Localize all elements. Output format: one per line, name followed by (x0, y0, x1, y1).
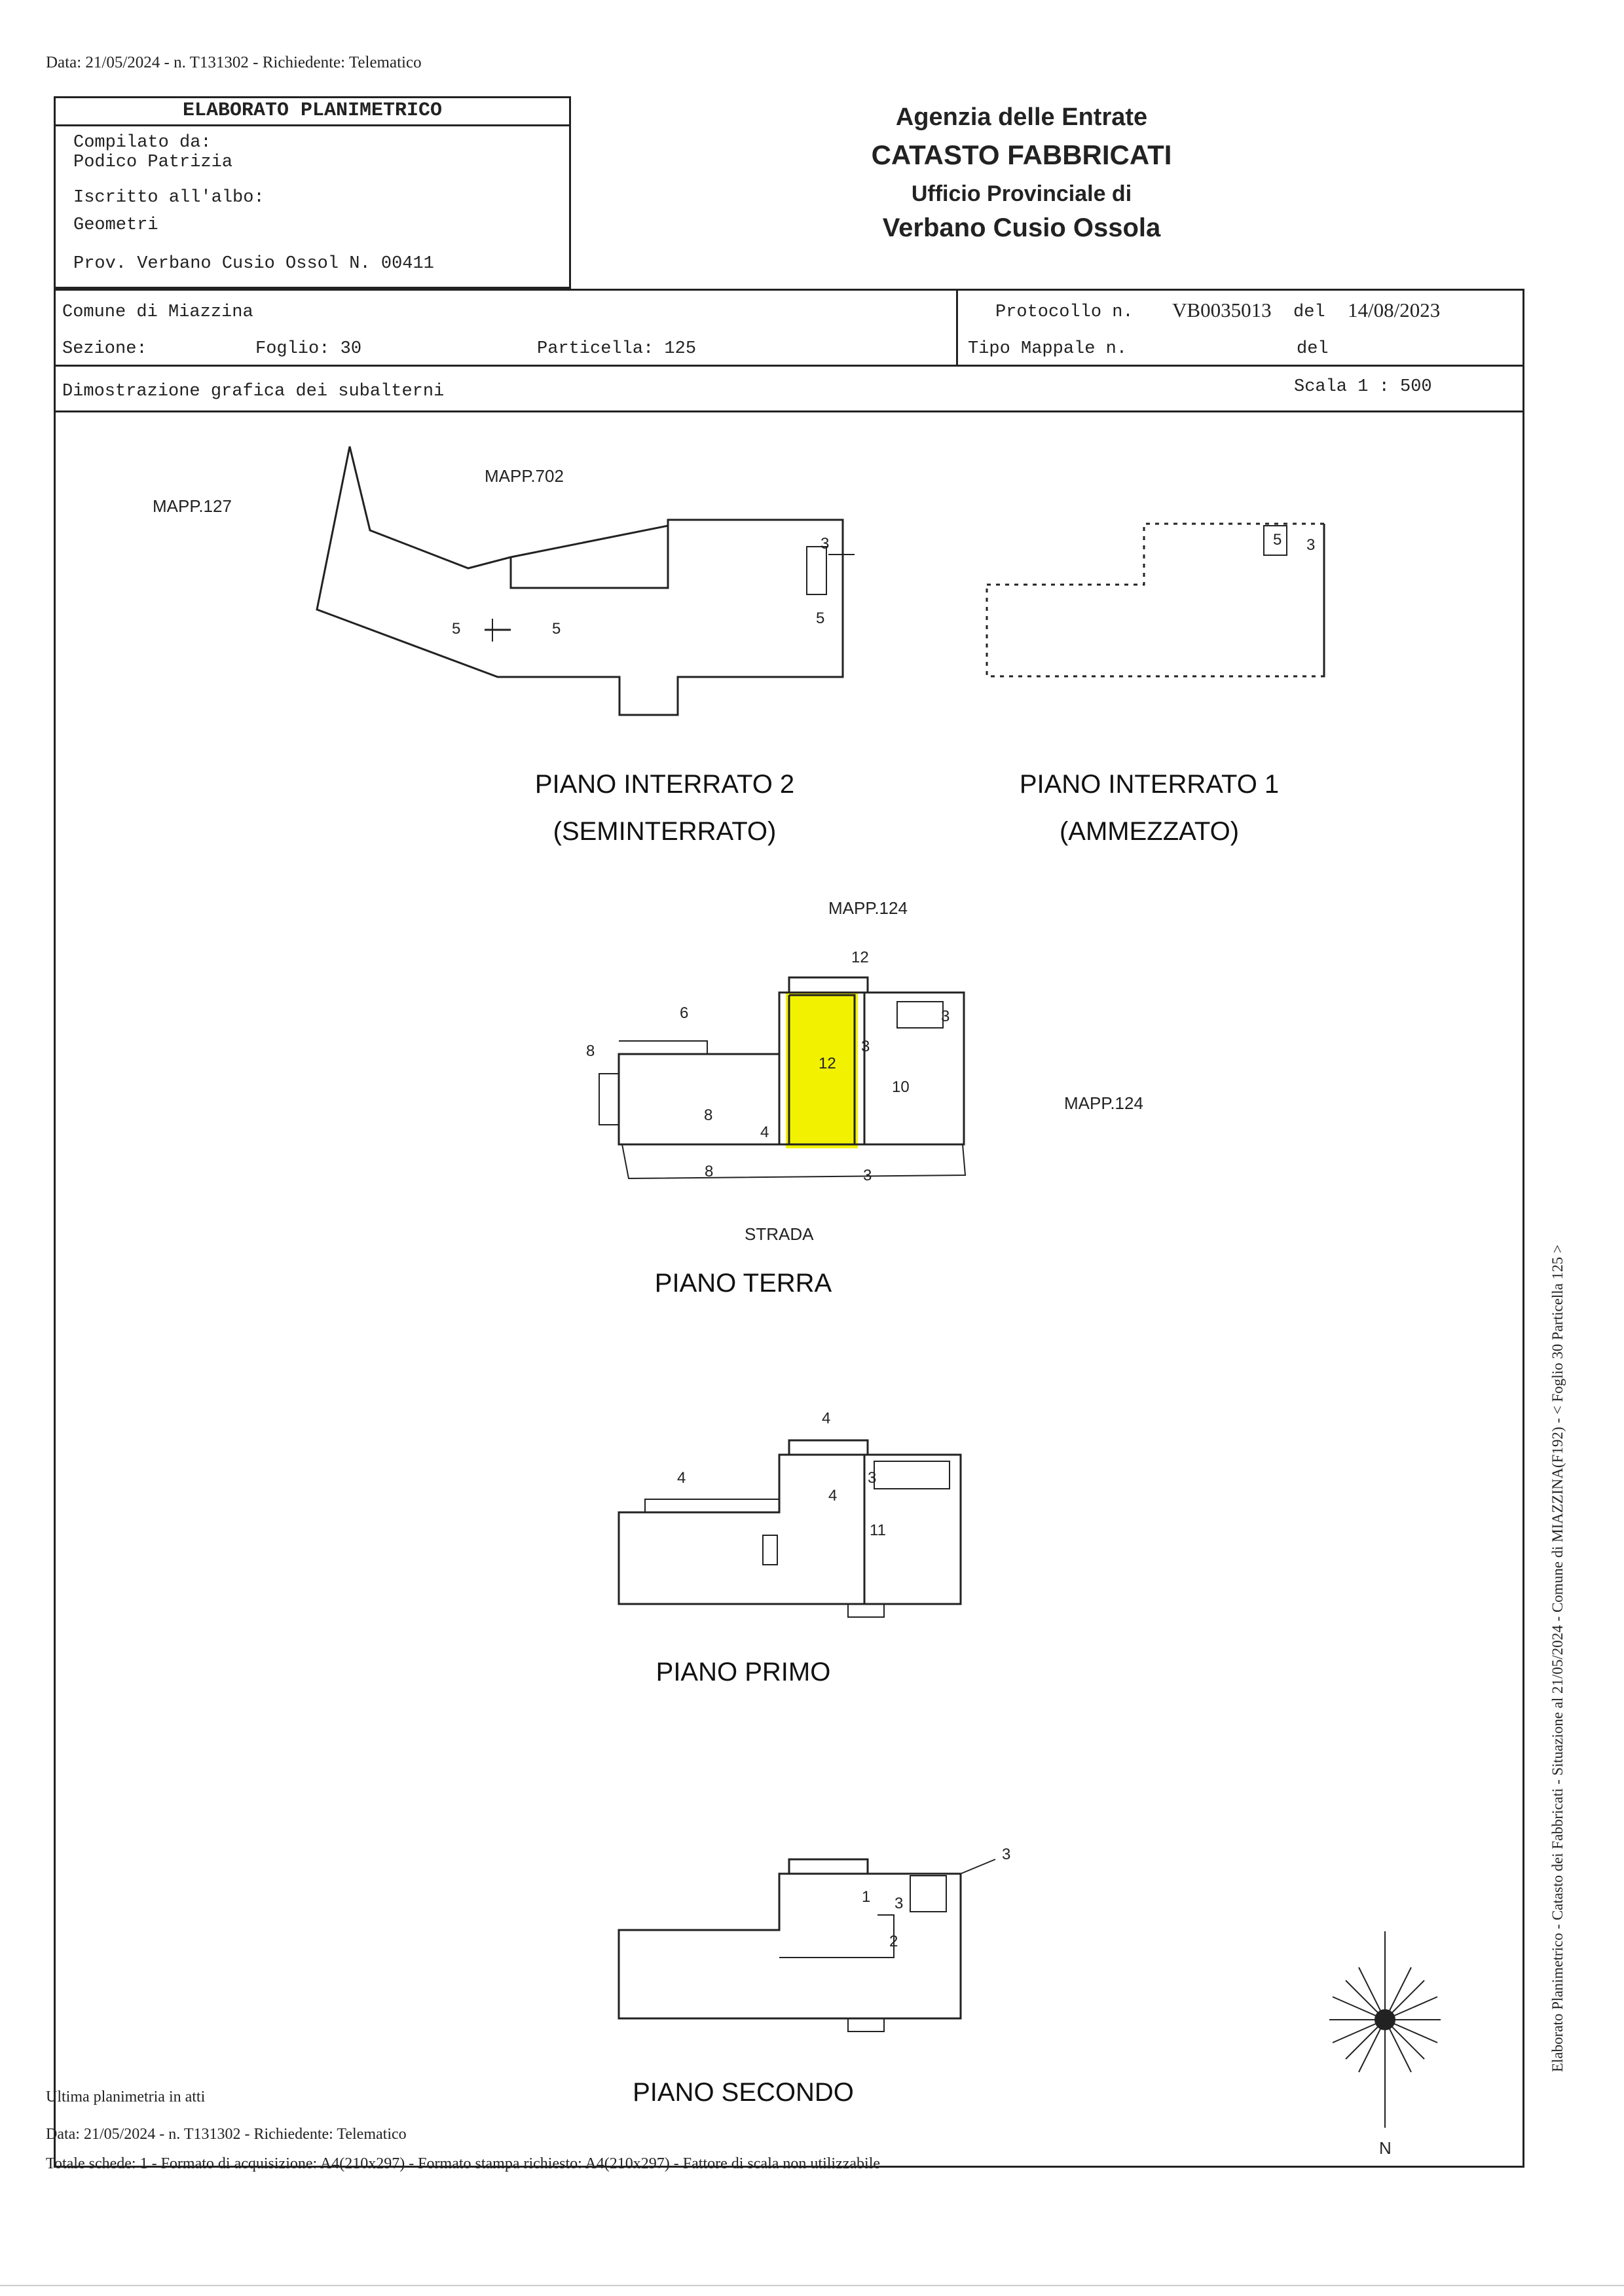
terra-label-3a: 3 (861, 1038, 870, 1055)
i2-label-5a: 5 (452, 620, 461, 638)
plan-interrato-2 (317, 446, 855, 715)
i2-label-5c: 5 (816, 610, 825, 627)
plan-primo (619, 1410, 961, 1617)
terra-label-8a: 8 (704, 1106, 713, 1124)
agency-line1: Agenzia delle Entrate (895, 103, 1148, 131)
comune: Comune di Miazzina (62, 302, 253, 322)
albo: Geometri (73, 215, 158, 235)
secondo-label-3: 3 (895, 1895, 904, 1912)
protocollo-number: VB0035013 (1172, 299, 1272, 321)
tipo-mappale-del: del (1297, 339, 1329, 359)
primo-label-11: 11 (870, 1522, 886, 1539)
tipo-mappale: Tipo Mappale n. (968, 339, 1128, 359)
prov-line: Prov. Verbano Cusio Ossol N. 00411 (73, 254, 434, 274)
terra-label-3b: 3 (941, 1008, 950, 1025)
i2-label-5b: 5 (552, 620, 561, 638)
terra-label-12-top: 12 (851, 949, 869, 966)
title-box-title: ELABORATO PLANIMETRICO (182, 100, 443, 122)
compilato-label: Compilato da: (73, 133, 212, 153)
header-date-line: Data: 21/05/2024 - n. T131302 - Richiedente: Telematico (46, 54, 422, 71)
primo-label-4: 4 (828, 1487, 838, 1504)
floor-interrato2-subtitle: (SEMINTERRATO) (553, 817, 777, 846)
i1-label-3: 3 (1306, 536, 1316, 554)
plan-terra (586, 949, 965, 1184)
floor-secondo-title: PIANO SECONDO (633, 2078, 854, 2107)
terra-label-4: 4 (760, 1123, 769, 1141)
plan-interrato-1-stair (1264, 524, 1324, 676)
compass-rose (1329, 1931, 1441, 2158)
secondo-label-1: 1 (862, 1888, 871, 1906)
agency-line4: Verbano Cusio Ossola (882, 213, 1161, 242)
protocollo-date: 14/08/2023 (1348, 299, 1441, 321)
i1-label-5: 5 (1273, 531, 1282, 549)
footer-ultima: Ultima planimetria in atti (46, 2088, 206, 2105)
particella: Particella: 125 (537, 339, 697, 359)
footer-totale: Totale schede: 1 - Formato di acquisizione: A4(210x297) - Formato stampa richiesto: A4(210x297) - Fattore di scala non utilizzabile (46, 2155, 881, 2172)
primo-label-3: 3 (868, 1469, 877, 1487)
label-mapp127: MAPP.127 (153, 496, 232, 516)
terra-label-12: 12 (819, 1055, 836, 1072)
floor-primo-title: PIANO PRIMO (655, 1658, 831, 1686)
primo-label-4-top: 4 (822, 1410, 831, 1427)
label-mapp124-top: MAPP.124 (828, 898, 908, 918)
label-mapp702: MAPP.702 (485, 466, 564, 486)
terra-label-10: 10 (892, 1078, 910, 1096)
agency-line3: Ufficio Provinciale di (911, 181, 1132, 206)
foglio: Foglio: 30 (255, 339, 362, 359)
sezione: Sezione: (62, 339, 147, 359)
protocollo-del: del (1293, 302, 1325, 322)
compilato-name: Podico Patrizia (73, 153, 233, 172)
footer-data: Data: 21/05/2024 - n. T131302 - Richiedente: Telematico (46, 2126, 407, 2143)
compass-north: N (1379, 2138, 1392, 2158)
i2-label-3: 3 (821, 535, 830, 553)
floor-interrato1-subtitle: (AMMEZZATO) (1059, 817, 1240, 846)
scala: Scala 1 : 500 (1294, 377, 1432, 397)
iscritto-label: Iscritto all'albo: (73, 188, 265, 208)
terra-label-8c: 8 (586, 1042, 595, 1060)
primo-label-4-left: 4 (677, 1469, 686, 1487)
secondo-label-3-out: 3 (1002, 1846, 1011, 1863)
label-strada: STRADA (745, 1224, 814, 1244)
secondo-label-2: 2 (889, 1933, 898, 1950)
floor-interrato2-title: PIANO INTERRATO 2 (534, 770, 795, 799)
bottom-page-rule (0, 2285, 1624, 2286)
side-vertical-text: Elaborato Planimetrico - Catasto dei Fabbricati - Situazione al 21/05/2024 - Comune di MIAZZINA(F192) - < Foglio 30 Particella 125 > (1549, 1245, 1566, 2072)
terra-label-6: 6 (680, 1004, 689, 1022)
floor-interrato1-title: PIANO INTERRATO 1 (1019, 770, 1280, 799)
protocollo-label: Protocollo n. (995, 302, 1134, 322)
label-mapp124-right: MAPP.124 (1064, 1093, 1143, 1113)
agency-line2: CATASTO FABBRICATI (871, 139, 1172, 170)
terra-label-3c: 3 (863, 1167, 872, 1184)
floor-terra-title: PIANO TERRA (654, 1269, 832, 1298)
terra-label-8b: 8 (705, 1163, 714, 1180)
dimostrazione: Dimostrazione grafica dei subalterni (62, 382, 445, 401)
plan-secondo (619, 1846, 1010, 2032)
